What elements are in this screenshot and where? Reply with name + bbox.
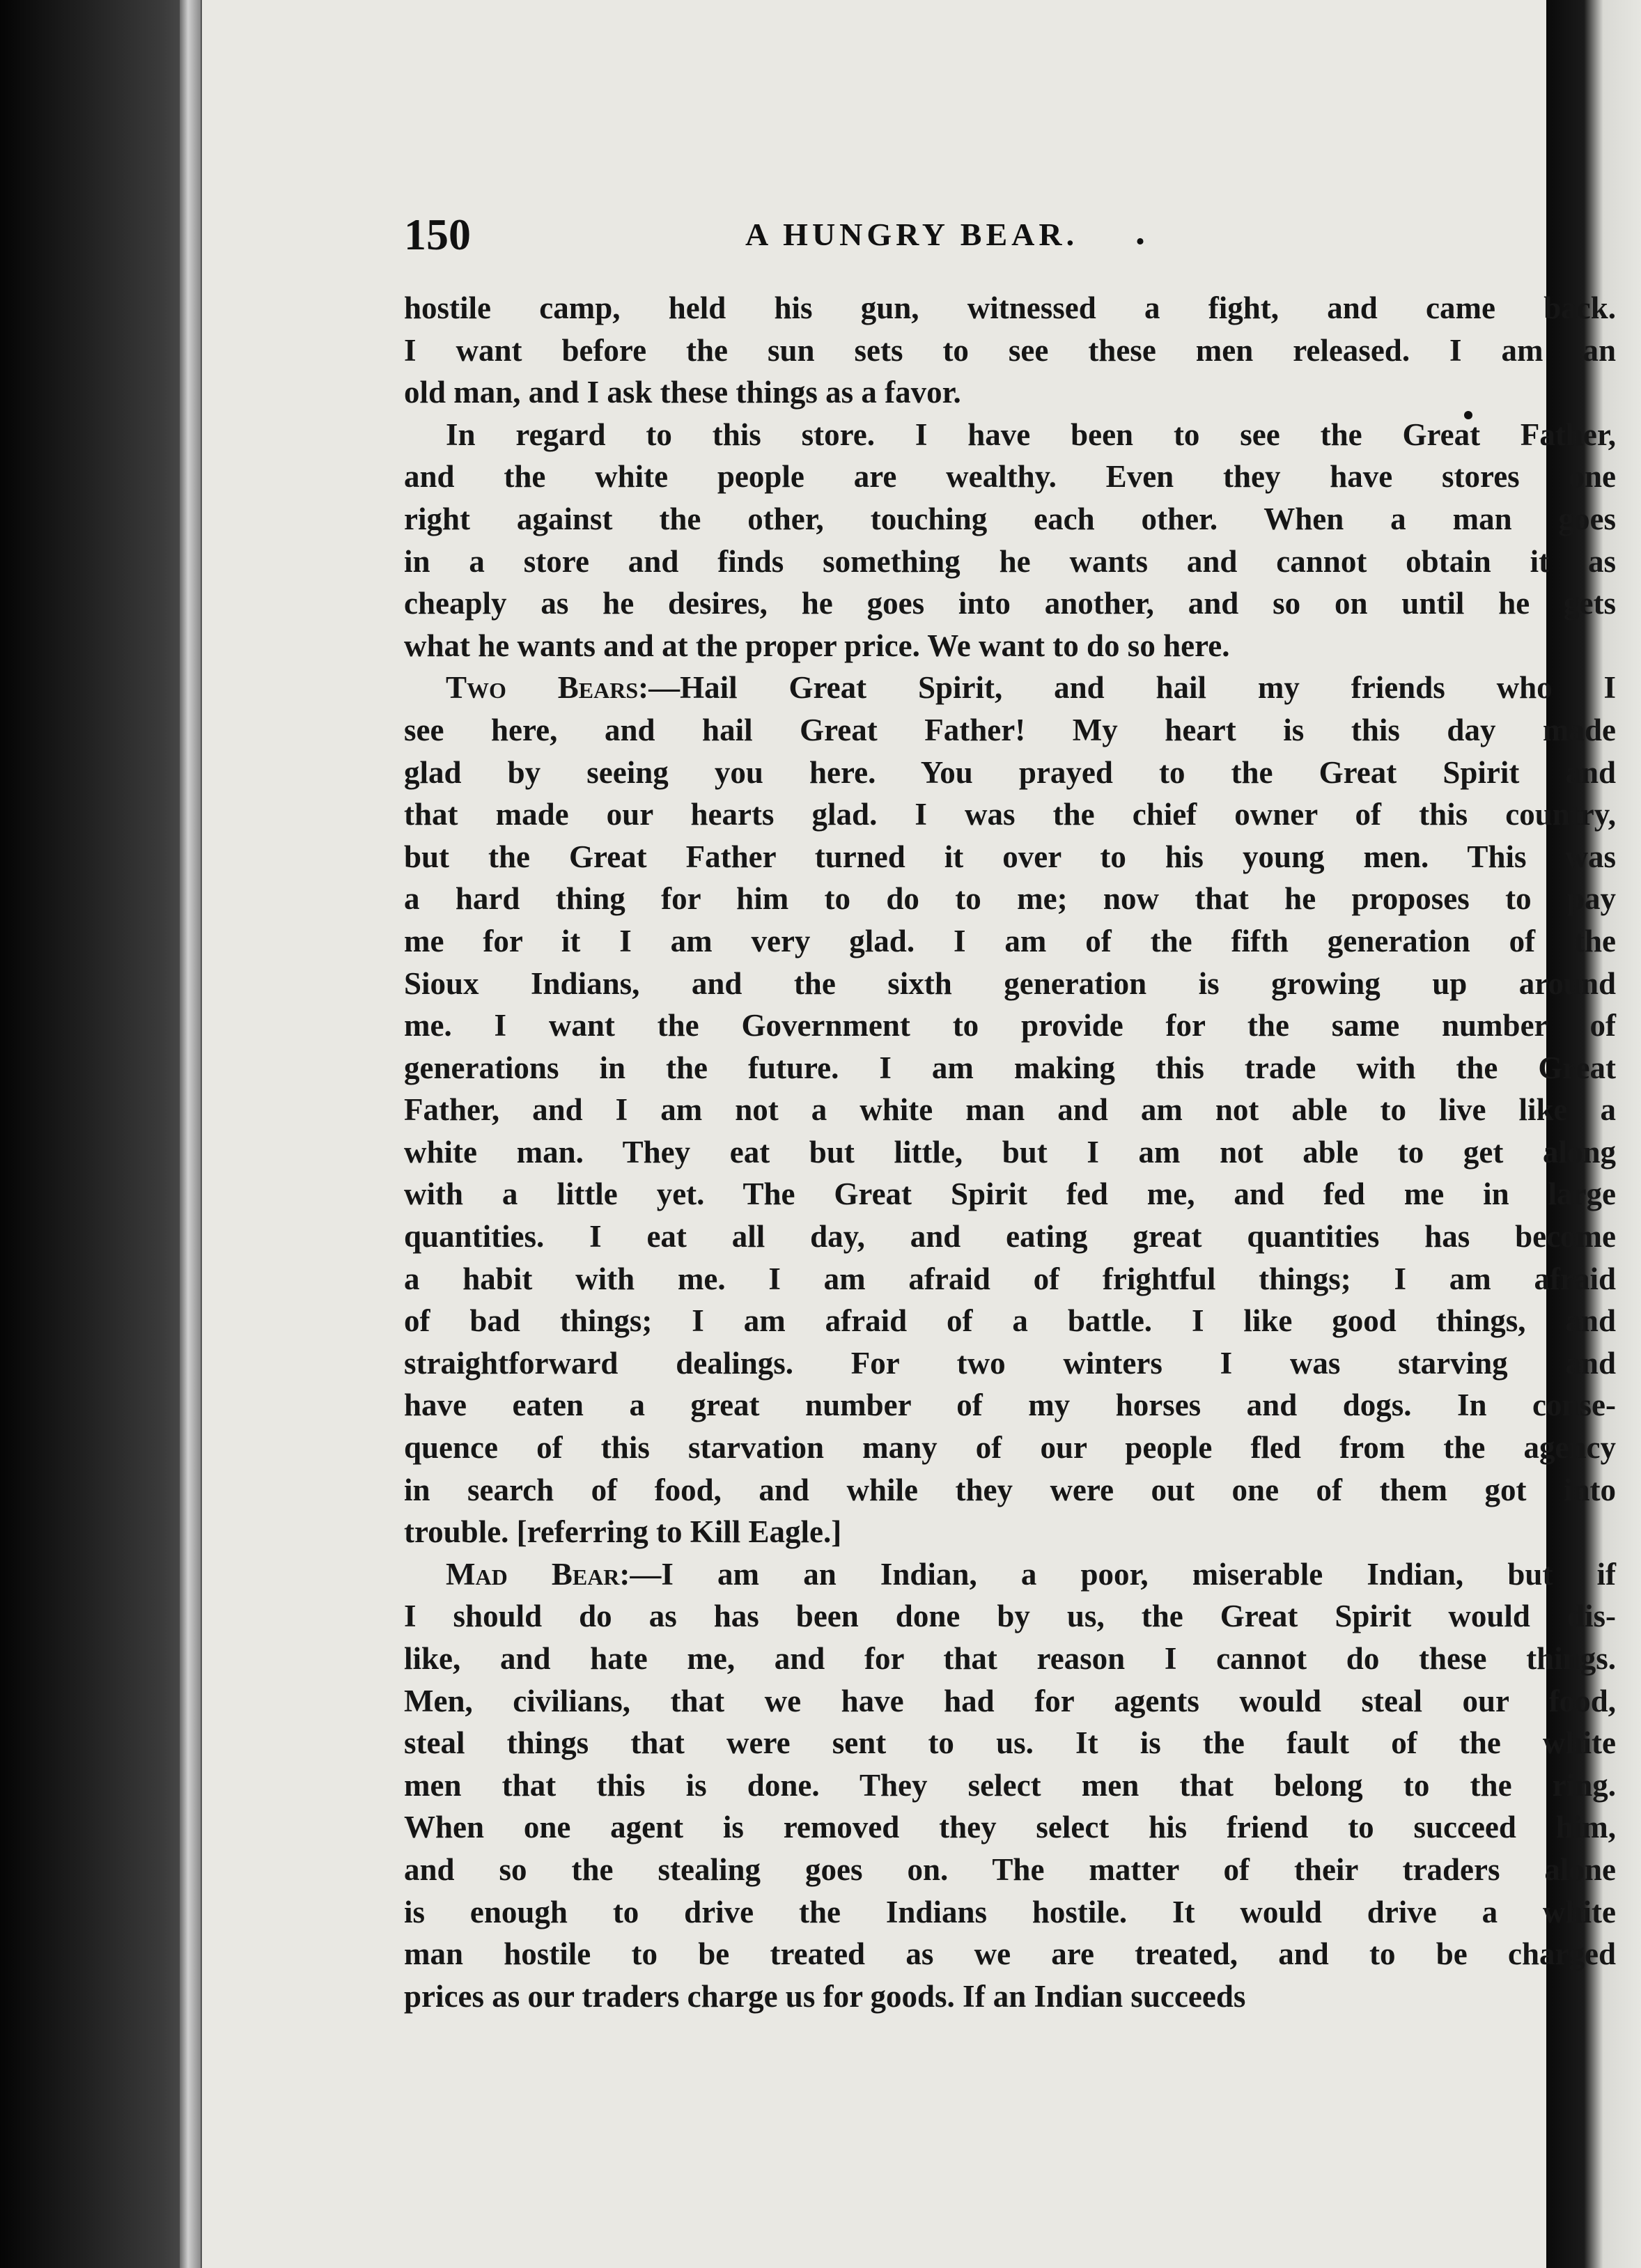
body-text [404,287,1616,2017]
paragraph [404,414,1616,667]
text-line: me for it I am very glad. I am of the fifth generation of the [404,923,1616,958]
text-line: like, and hate me, and for that reason I cannot do these things. [404,1641,1616,1676]
text-line: what he wants and at the proper price. We want to do so here. [404,628,1230,663]
text-line [404,1553,1616,1596]
text-line: and the white people are wealthy. Even they have stores one [404,459,1616,495]
paragraph [404,667,1616,1553]
text-line: a hard thing for him to do to me; now that he proposes to pay [404,881,1616,917]
text-line: glad by seeing you here. You prayed to the Great Spirit and [404,754,1616,790]
text-line [404,667,1616,709]
speaker-name: Mad Bear [446,1556,620,1592]
page-header [202,209,1546,265]
text-line: right against the other, touching each other. When a man goes [404,501,1616,536]
text-line: I want before the sun sets to see these men released. I am an [404,332,1616,368]
text-line: Sioux Indians, and the sixth generation is growing up around [404,965,1616,1001]
text-line: generations in the future. I am making this trade with the Great [404,1050,1616,1085]
scan-left-margin [0,0,202,2268]
text-line: white man. They eat but little, but I am not able to get along [404,1134,1616,1170]
speech-text: :—Hail Great Spirit, and hail my friends who I [638,670,1616,706]
text-line: Father, and I am not a white man and am not able to live like a [404,1092,1616,1128]
text-line: of bad things; I am afraid of a battle. I like good things, and [404,1303,1616,1339]
text-line: Men, civilians, that we have had for agents would steal our food, [404,1683,1616,1718]
page-number: 150 [404,210,471,259]
text-line: man hostile to be treated as we are treated, and to be charged [404,1936,1616,1972]
paragraph [404,287,1616,414]
text-line: old man, and I ask these things as a favor. [404,375,961,410]
text-line: straightforward dealings. For two winters I was starving and [404,1345,1616,1381]
text-line: in a store and finds something he wants and cannot obtain it as [404,543,1616,579]
text-line: cheaply as he desires, he goes into another, and so on until he gets [404,586,1616,621]
text-line: have eaten a great number of my horses and dogs. In conse- [404,1388,1616,1423]
book-page [202,0,1616,2268]
speaker-name: Two Bears [446,670,639,706]
header-mark: . [1135,210,1145,253]
paragraph [404,1553,1616,2018]
text-line: is enough to drive the Indians hostile. It would drive a white [404,1894,1616,1929]
speech-text: :—I am an Indian, a poor, miserable Indian, but if [619,1556,1616,1592]
text-line: men that this is done. They select men that belong to the ring. [404,1767,1616,1803]
text-line: quence of this starvation many of our people fled from the agency [404,1430,1616,1466]
text-line: me. I want the Government to provide for the same number of [404,1008,1616,1043]
text-line: with a little yet. The Great Spirit fed me, and fed me in large [404,1176,1616,1212]
text-line: prices as our traders charge us for goods. If an Indian succeeds [404,1978,1246,2014]
running-head: A HUNGRY BEAR. [745,217,1079,252]
page-spine-edge [180,0,201,2268]
text-line: In regard to this store. I have been to see the Great Father, [446,417,1616,452]
text-line: see here, and hail Great Father! My heart is this day made [404,712,1616,747]
text-line: a habit with me. I am afraid of frightful things; I am afraid [404,1261,1616,1296]
text-line: in search of food, and while they were out one of them got into [404,1472,1616,1507]
text-line: hostile camp, held his gun, witnessed a fight, and came back. [404,290,1616,325]
text-line: I should do as has been done by us, the Great Spirit would dis- [404,1599,1616,1634]
text-line: but the Great Father turned it over to his young men. This was [404,839,1616,874]
text-line: trouble. [referring to Kill Eagle.] [404,1514,842,1550]
text-line: steal things that were sent to us. It is the fault of the white [404,1725,1616,1761]
text-line: that made our hearts glad. I was the chief owner of this country, [404,797,1616,832]
text-line: quantities. I eat all day, and eating great quantities has become [404,1219,1616,1255]
text-line: and so the stealing goes on. The matter of their traders alone [404,1851,1616,1887]
text-line: When one agent is removed they select his friend to succeed him, [404,1810,1616,1845]
